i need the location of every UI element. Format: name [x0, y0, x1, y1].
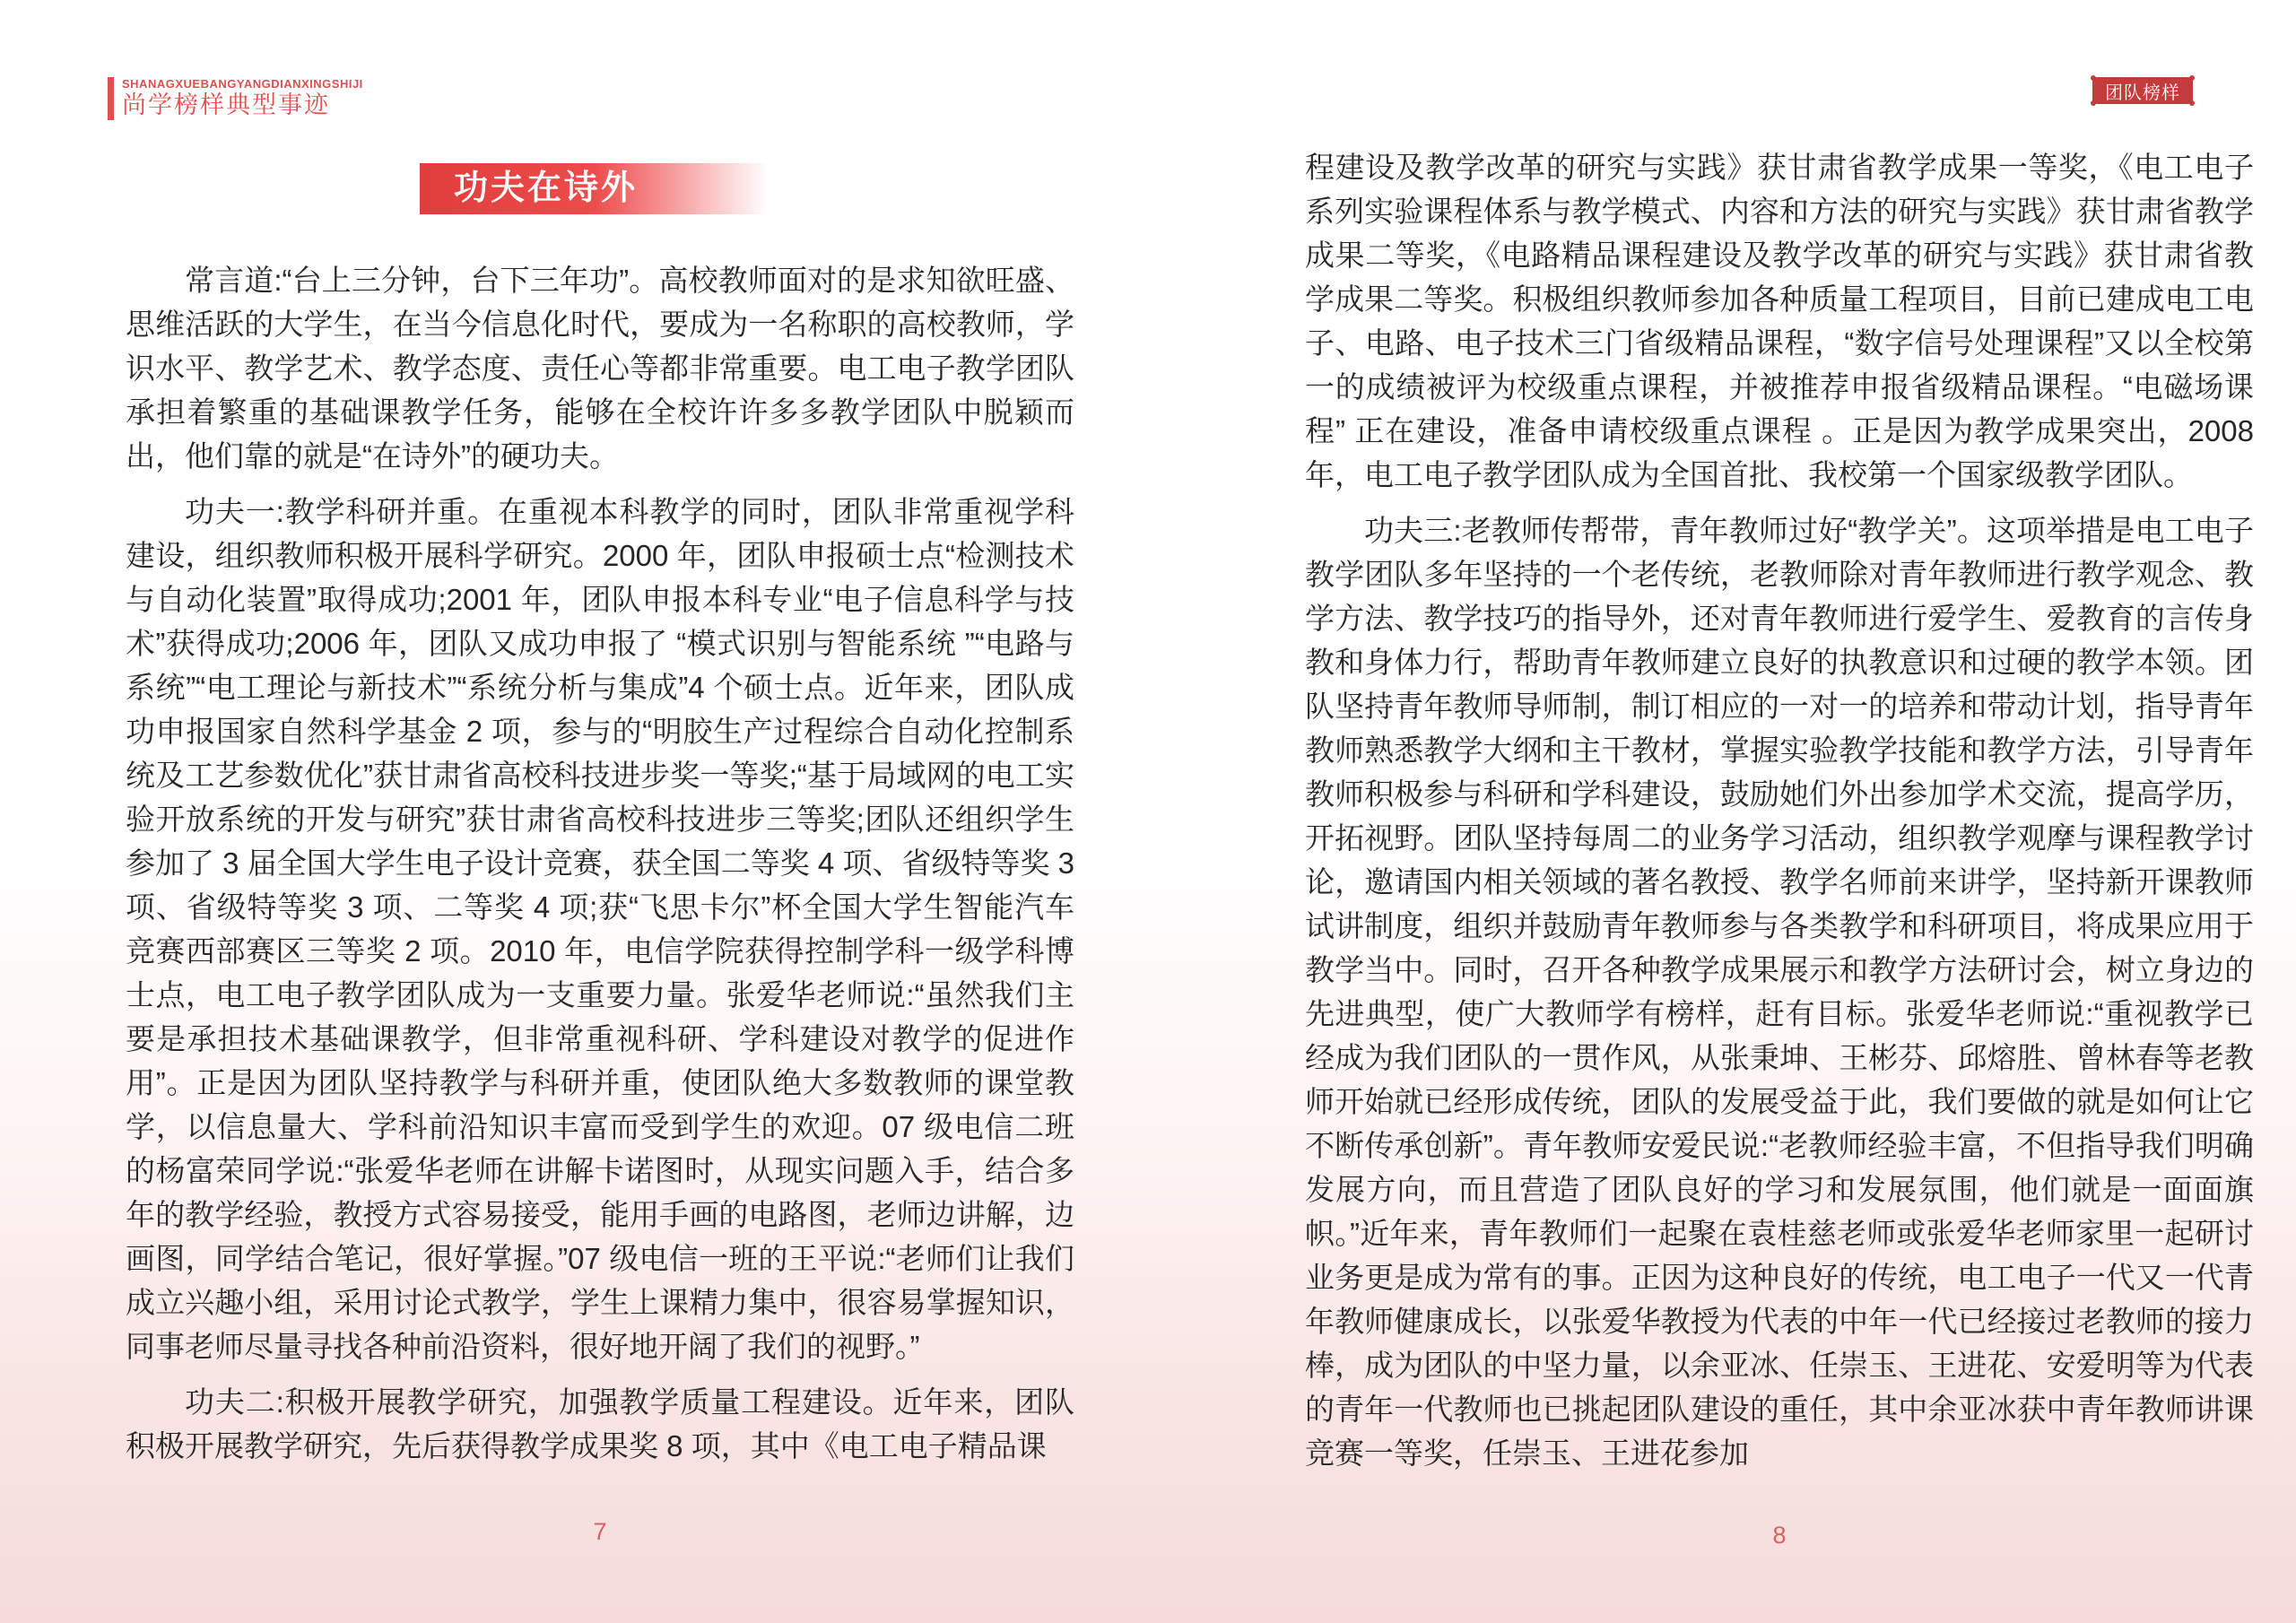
paragraph-kungfu-1: 功夫一:教学科研并重。在重视本科教学的同时，团队非常重视学科建设，组织教师积极开展科学研究。2000 年，团队申报硕士点“检测技术与自动化装置”取得成功;2001 年，团队申报本科专业“电子信息科学与技术”获得成功;2006 年，团队又成功申报了 “模式识别与智能系统 ”“电路与系统”“电工理论与新技术”“系统分析与集成”4 个硕士点。近年来，团队成功申报国家自然科学基金 2 项，参与的“明胶生产过程综合自动化控制系统及工艺参数优化”获甘肃省高校科技进步奖一等奖;“基于局域网的电工实验开放系统的开发与研究”获甘肃省高校科技进步三等奖;团队还组织学生参加了 3 届全国大学生电子设计竞赛，获全国二等奖 4 项、省级特等奖 3 项、省级特等奖 3 项、二等奖 4 项;获“飞思卡尔”杯全国大学生智能汽车竞赛西部赛区三等奖 2 项。2010 年，电信学院获得控制学科一级学科博士点，电工电子教学团队成为一支重要力量。张爱华老师说:“虽然我们主要是承担技术基础课教学，但非常重视科研、学科建设对教学的促进作用”。正是因为团队坚持教学与科研并重，使团队绝大多数教师的课堂教学，以信息量大、学科前沿知识丰富而受到学生的欢迎。07 级电信二班的杨富荣同学说:“张爱华老师在讲解卡诺图时，从现实问题入手，结合多年的教学经验，教授方式容易接受，能用手画的电路图，老师边讲解，边画图，同学结合笔记，很好掌握。”07 级电信一班的王平说:“老师们让我们成立兴趣小组，采用讨论式教学，学生上课精力集中，很容易掌握知识，同事老师尽量寻找各种前沿资料，很好地开阔了我们的视野。”: [126, 495, 1074, 1363]
section-title-banner: [420, 163, 768, 214]
paragraph-kungfu-2-continued: 程建设及教学改革的研究与实践》获甘肃省教学成果一等奖，《电工电子系列实验课程体系与教学模式、内容和方法的研究与实践》获甘肃省教学成果二等奖，《电路精品课程建设及教学改革的研究与实践》获甘肃省教学成果二等奖。积极组织教师参加各种质量工程项目，目前已建成电工电子、电路、电子技术三门省级精品课程，“数字信号处理课程”又以全校第一的成绩被评为校级重点课程，并被推荐申报省级精品课程。“电磁场课程” 正在建设，准备申请校级重点课程 。正是因为教学成果突出，2008 年，电工电子教学团队成为全国首批、我校第一个国家级教学团队。: [1305, 151, 2254, 491]
right-page-body: [1305, 145, 2254, 1487]
paragraph-kungfu-3: 功夫三:老教师传帮带，青年教师过好“教学关”。这项举措是电工电子教学团队多年坚持的一个老传统，老教师除对青年教师进行教学观念、教学方法、教学技巧的指导外，还对青年教师进行爱学生、爱教育的言传身教和身体力行，帮助青年教师建立良好的执教意识和过硬的教学本领。团队坚持青年教师导师制，制订相应的一对一的培养和带动计划，指导青年教师熟悉教学大纲和主干教材，掌握实验教学技能和教学方法，引导青年教师积极参与科研和学科建设，鼓励她们外出参加学术交流，提高学历，开拓视野。团队坚持每周二的业务学习活动，组织教学观摩与课程教学讨论，邀请国内相关领域的著名教授、教学名师前来讲学，坚持新开课教师试讲制度，组织并鼓励青年教师参与各类教学和科研项目，将成果应用于教学当中。同时，召开各种教学成果展示和教学方法研讨会，树立身边的先进典型，使广大教师学有榜样，赶有目标。张爱华老师说:“重视教学已经成为我们团队的一贯作风，从张秉坤、王彬芬、邱熔胜、曾林春等老教师开始就已经形成传统，团队的发展受益于此，我们要做的就是如何让它不断传承创新”。青年教师安爱民说:“老教师经验丰富，不但指导我们明确发展方向，而且营造了团队良好的学习和发展氛围，他们就是一面面旗帜。”近年来，青年教师们一起聚在袁桂慈老师或张爱华老师家里一起研讨业务更是成为常有的事。正因为这种良好的传统，电工电子一代又一代青年教师健康成长，以张爱华教授为代表的中年一代已经接过老教师的接力棒，成为团队的中坚力量，以余亚冰、任崇玉、王进花、安爱明等为代表的青年一代教师也已挑起团队建设的重任，其中余亚冰获中青年教师讲课竞赛一等奖，任崇玉、王进花参加: [1305, 514, 2254, 1470]
paragraph-intro: 常言道:“台上三分钟，台下三年功”。高校教师面对的是求知欲旺盛、思维活跃的大学生，在当今信息化时代，要成为一名称职的高校教师，学识水平、教学艺术、教学态度、责任心等都非常重要。电工电子教学团队承担着繁重的基础课教学任务，能够在全校许许多多教学团队中脱颖而出，他们靠的就是“在诗外”的硬功夫。: [126, 264, 1074, 473]
header-accent-bar: [108, 77, 114, 120]
page-number-left: 7: [593, 1518, 607, 1545]
header-series-title: 尚学榜样典型事迹: [122, 91, 330, 118]
category-badge: [2092, 77, 2193, 104]
header-text-block: [122, 77, 363, 120]
edition-header: [108, 77, 363, 120]
category-badge-text: 团队榜样: [2105, 82, 2180, 103]
paragraph-kungfu-2-start: 功夫二:积极开展教学研究，加强教学质量工程建设。近年来，团队积极开展教学研究，先后获得教学成果奖 8 项，其中《电工电子精品课: [126, 1385, 1074, 1462]
left-page-body: [126, 258, 1074, 1480]
section-title-text: 功夫在诗外: [454, 169, 639, 207]
header-pinyin: SHANAGXUEBANGYANGDIANXINGSHIJI: [122, 77, 363, 91]
page-number-right: 8: [1772, 1522, 1787, 1549]
